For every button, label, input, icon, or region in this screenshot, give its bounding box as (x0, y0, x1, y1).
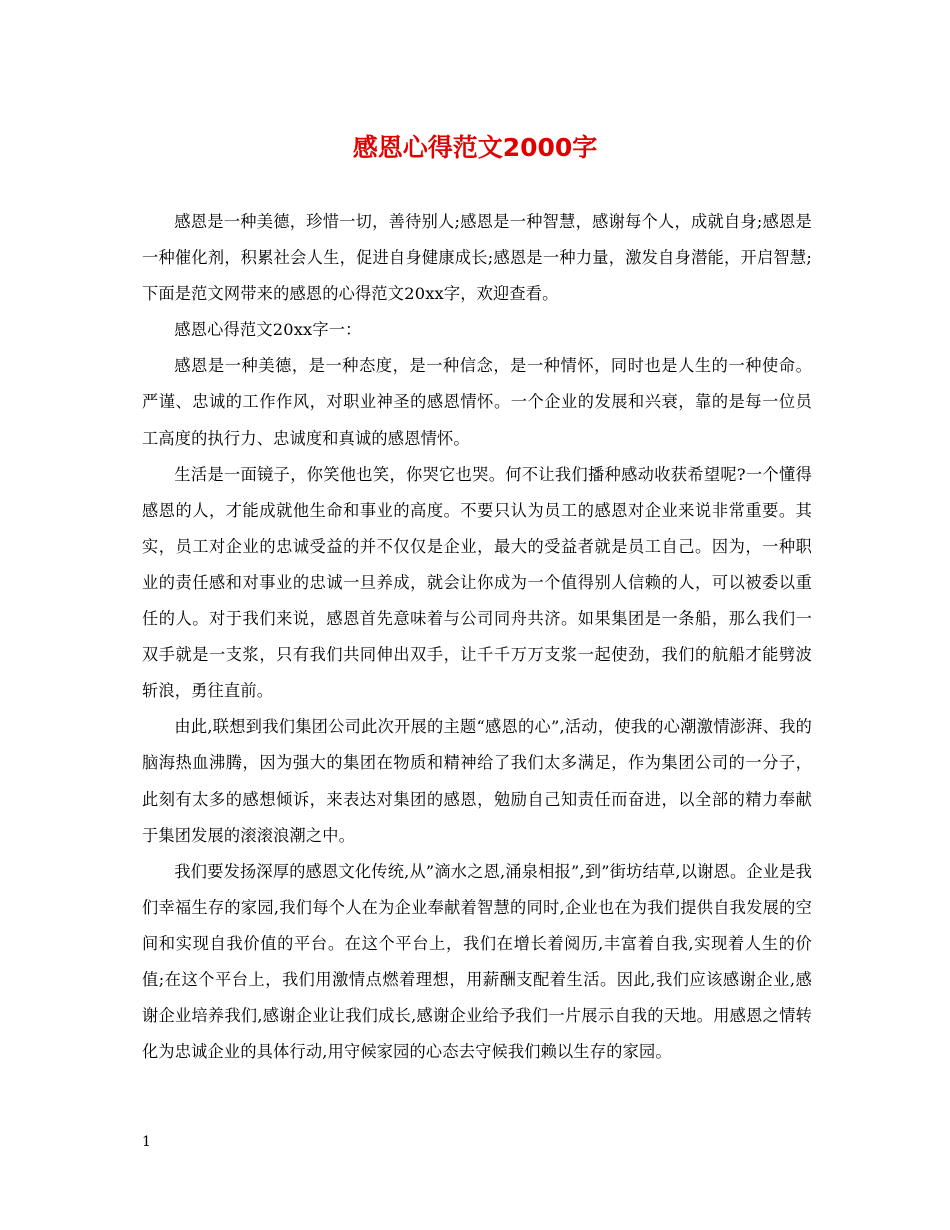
paragraph: 感恩是一种美德，是一种态度，是一种信念，是一种情怀，同时也是人生的一种使命。严谨、忠诚的工作作风，对职业神圣的感恩情怀。一个企业的发展和兴衰，靠的是每一位员工高度的执行力、忠诚度和真诚的感恩情怀。 (142, 356, 812, 448)
document-body (142, 204, 812, 1070)
paragraph-intro: 感恩是一种美德，珍惜一切，善待别人;感恩是一种智慧，感谢每个人，成就自身;感恩是一种催化剂，积累社会人生，促进自身健康成长;感恩是一种力量，激发自身潜能，开启智慧;下面是范文网带来的感恩的心得范文20xx字，欢迎查看。 (142, 212, 812, 304)
paragraph: 生活是一面镜子，你笑他也笑，你哭它也哭。何不让我们播种感动收获希望呢?一个懂得感恩的人，才能成就他生命和事业的高度。不要只认为员工的感恩对企业来说非常重要。其实，员工对企业的忠诚受益的并不仅仅是企业，最大的受益者就是员工自己。因为，一种职业的责任感和对事业的忠诚一旦养成，就会让你成为一个值得别人信赖的人，可以被委以重任的人。对于我们来说，感恩首先意味着与公司同舟共济。如果集团是一条船，那么我们一双手就是一支浆，只有我们共同伸出双手，让千千万万支浆一起使劲，我们的航船才能劈波斩浪，勇往直前。 (142, 464, 812, 701)
page-number: 1 (142, 1134, 151, 1150)
paragraph: 我们要发扬深厚的感恩文化传统,从”滴水之恩,涌泉相报”,到”街坊结草,以谢恩。企业是我们幸福生存的家园,我们每个人在为企业奉献着智慧的同时,企业也在为我们提供自我发展的空间和实现自我价值的平台。在这个平台上，我们在增长着阅历,丰富着自我,实现着人生的价值;在这个平台上，我们用激情点燃着理想，用薪酬支配着生活。因此,我们应该感谢企业,感谢企业培养我们,感谢企业让我们成长,感谢企业给予我们一片展示自我的天地。用感恩之情转化为忠诚企业的具体行动,用守候家园的心态去守候我们赖以生存的家园。 (142, 861, 812, 1062)
document-title: 感恩心得范文2000字 (352, 133, 598, 162)
paragraph: 由此,联想到我们集团公司此次开展的主题“感恩的心”,活动，使我的心潮激情澎湃、我的脑海热血沸腾，因为强大的集团在物质和精神给了我们太多满足，作为集团公司的一分子，此刻有太多的感想倾诉，来表达对集团的感恩，勉励自己知责任而奋进，以全部的精力奉献于集团发展的滚滚浪潮之中。 (142, 717, 812, 845)
paragraph-section-heading: 感恩心得范文20xx字一： (174, 320, 362, 340)
